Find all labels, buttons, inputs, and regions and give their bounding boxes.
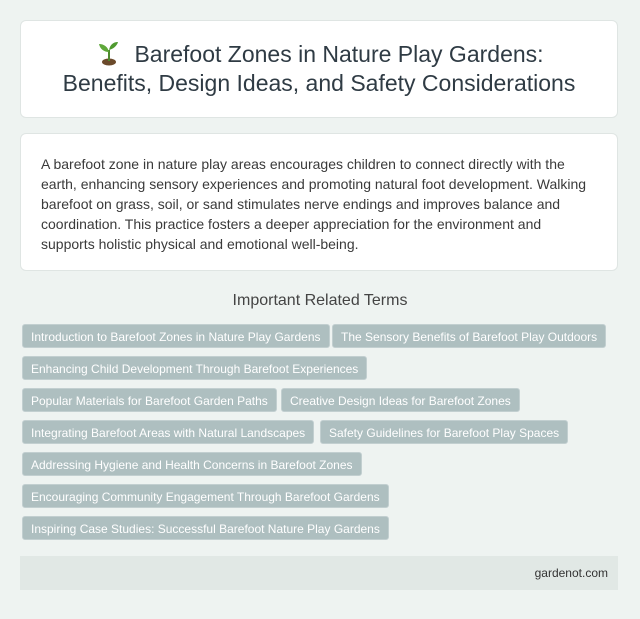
- title-card: [20, 20, 618, 118]
- term-tag-materials[interactable]: Popular Materials for Barefoot Garden Paths: [22, 388, 277, 412]
- page-title: [63, 40, 576, 98]
- title-line-2: Benefits, Design Ideas, and Safety Considerations: [62, 70, 576, 96]
- related-terms-heading: Important Related Terms: [232, 292, 408, 309]
- term-tag-intro[interactable]: Introduction to Barefoot Zones in Nature Play Gardens: [22, 324, 330, 348]
- term-tag-sensory-benefits[interactable]: The Sensory Benefits of Barefoot Play Outdoors: [332, 324, 606, 348]
- term-tag-case-studies[interactable]: Inspiring Case Studies: Successful Barefoot Nature Play Gardens: [22, 516, 389, 540]
- term-tag-natural-landscapes[interactable]: Integrating Barefoot Areas with Natural Landscapes: [22, 420, 314, 444]
- intro-card: [20, 133, 618, 271]
- term-tag-community[interactable]: Encouraging Community Engagement Through Barefoot Gardens: [22, 484, 389, 508]
- title-line-1: Barefoot Zones in Nature Play Gardens:: [134, 41, 544, 67]
- footer: [20, 556, 618, 590]
- term-tag-hygiene[interactable]: Addressing Hygiene and Health Concerns in Barefoot Zones: [22, 452, 362, 476]
- term-tag-child-development[interactable]: Enhancing Child Development Through Barefoot Experiences: [22, 356, 367, 380]
- intro-paragraph: A barefoot zone in nature play areas encourages children to connect directly with the earth, enhancing sensory experiences and promoting natural foot development. Walking barefoot on grass, soil, or sand stimulates nerve endings and improves balance and coordination. This practice fosters a deeper appreciation for the environment and supports holistic physical and emotional well-being.: [41, 156, 587, 252]
- sprout-icon: [94, 40, 124, 66]
- footer-site-link[interactable]: gardenot.com: [534, 566, 608, 580]
- term-tag-design-ideas[interactable]: Creative Design Ideas for Barefoot Zones: [281, 388, 520, 412]
- term-tag-safety-guidelines[interactable]: Safety Guidelines for Barefoot Play Spaces: [320, 420, 568, 444]
